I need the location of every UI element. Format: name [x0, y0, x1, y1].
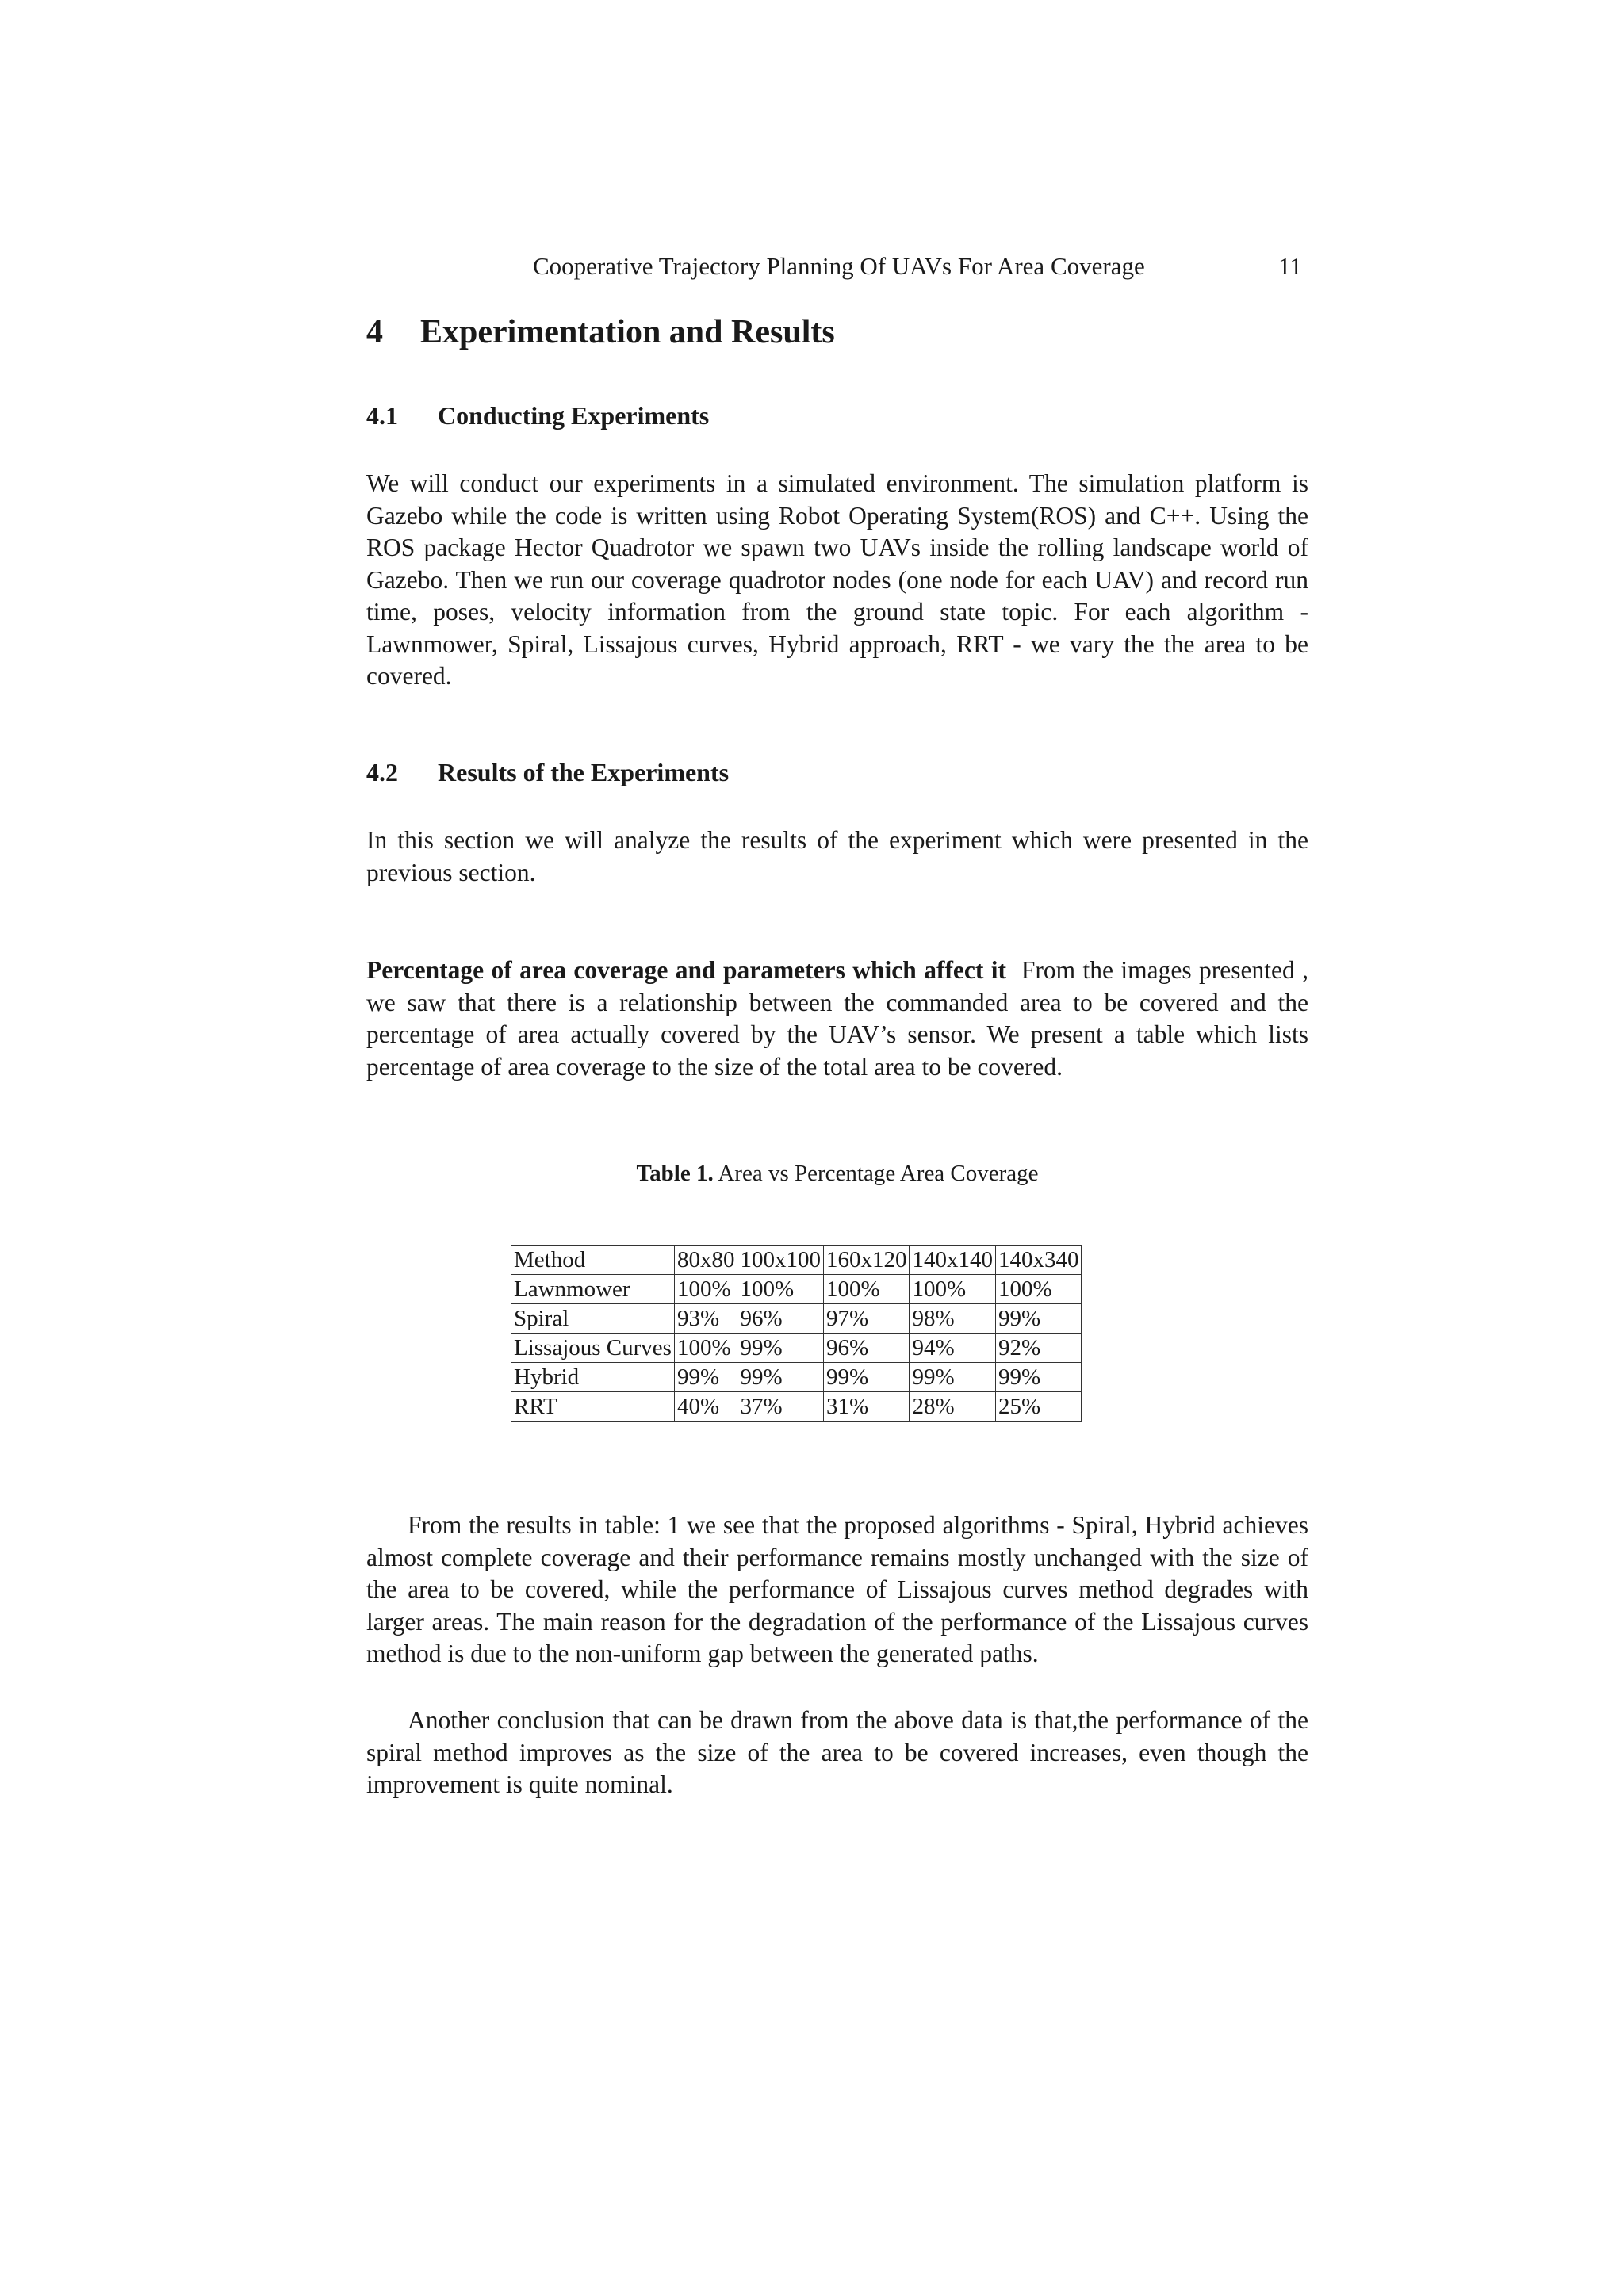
- subsection-number: 4.2: [366, 758, 398, 786]
- paragraph-conducting-experiments: We will conduct our experiments in a simulated environment. The simulation platform is Gazebo while the code is written using Robot Operating System(ROS) and C++. Using the ROS package Hector Quadrotor we spawn two UAVs inside the rolling landscape world of Gazebo. Then we run our coverage quadrotor nodes (one node for each UAV) and record run time, poses, velocity information from the ground state topic. For each algorithm - Lawnmower, Spiral, Lissajous curves, Hybrid approach, RRT - we vary the the area to be covered.: [366, 469, 1308, 690]
- table-cell: 97%: [823, 1304, 910, 1334]
- table-cell: RRT: [511, 1392, 675, 1422]
- coverage-table: [511, 1215, 1082, 1422]
- subsection-number: 4.1: [366, 401, 398, 430]
- table-cell: 100%: [823, 1275, 910, 1304]
- table-caption-text: Area vs Percentage Area Coverage: [718, 1161, 1039, 1186]
- table-spacer-cell: [995, 1215, 1082, 1246]
- table-cell: 99%: [995, 1304, 1082, 1334]
- running-header: [366, 251, 1308, 282]
- table-cell: 100%: [674, 1334, 737, 1363]
- table-spacer-cell: [511, 1215, 675, 1246]
- table-cell: 99%: [737, 1363, 824, 1392]
- paragraph-coverage: [366, 955, 1308, 1083]
- table-cell: 99%: [823, 1363, 910, 1392]
- table-spacer-cell: [674, 1215, 737, 1246]
- subsection-heading-4-2: [366, 755, 729, 790]
- table-row: [511, 1304, 1082, 1334]
- table-cell: 25%: [995, 1392, 1082, 1422]
- table-cell: 99%: [995, 1363, 1082, 1392]
- table-spacer-row: [511, 1215, 1082, 1246]
- table-spacer-cell: [910, 1215, 996, 1246]
- table-cell: Spiral: [511, 1304, 675, 1334]
- table-cell: 100%: [910, 1275, 996, 1304]
- table-row: [511, 1363, 1082, 1392]
- table-header-cell: 100x100: [737, 1246, 824, 1275]
- table-header-cell: 160x120: [823, 1246, 910, 1275]
- table-header-cell: 140x140: [910, 1246, 996, 1275]
- subsection-title: Results of the Experiments: [438, 758, 730, 786]
- table-cell: 100%: [674, 1275, 737, 1304]
- table-header-cell: Method: [511, 1246, 675, 1275]
- table-cell: Lissajous Curves: [511, 1334, 675, 1363]
- table-cell: Hybrid: [511, 1363, 675, 1392]
- table-cell: 94%: [910, 1334, 996, 1363]
- section-heading: [366, 311, 835, 354]
- table-cell: 99%: [674, 1363, 737, 1392]
- paragraph-discussion-2: Another conclusion that can be drawn from the above data is that,the performance of the spiral method improves as the size of the area to be covered increases, even though the improvement is quite nominal.: [366, 1706, 1308, 1798]
- table-header-row: [511, 1246, 1082, 1275]
- table-caption: [366, 1158, 1308, 1189]
- subsection-title: Conducting Experiments: [438, 401, 710, 430]
- table-cell: 37%: [737, 1392, 824, 1422]
- run-in-heading: Percentage of area coverage and parameters which affect it: [366, 956, 1007, 984]
- table-cell: Lawnmower: [511, 1275, 675, 1304]
- section-number: 4: [366, 314, 383, 350]
- running-title: Cooperative Trajectory Planning Of UAVs For Area Coverage: [533, 252, 1145, 280]
- coverage-text: From the images presented , we saw that there is a relationship between the commanded area to be covered and the percentage of area actually covered by the UAV’s sensor. We present a table which lists percentage of area coverage to the size of the total area to be covered.: [366, 956, 1308, 1081]
- table-cell: 100%: [995, 1275, 1082, 1304]
- table-caption-label: Table 1.: [636, 1161, 714, 1186]
- subsection-heading-4-1: [366, 398, 709, 433]
- page-number: 11: [1278, 252, 1302, 280]
- table-cell: 92%: [995, 1334, 1082, 1363]
- table-cell: 98%: [910, 1304, 996, 1334]
- table-cell: 93%: [674, 1304, 737, 1334]
- table-header-cell: 140x340: [995, 1246, 1082, 1275]
- table-cell: 96%: [823, 1334, 910, 1363]
- table-cell: 96%: [737, 1304, 824, 1334]
- table-cell: 40%: [674, 1392, 737, 1422]
- table-cell: 99%: [737, 1334, 824, 1363]
- paragraph-discussion-1: From the results in table: 1 we see that the proposed algorithms - Spiral, Hybrid achieves almost complete coverage and their performance remains mostly unchanged with the size of the area to be covered, while the performance of Lissajous curves method degrades with larger areas. The main reason for the degradation of the performance of the Lissajous curves method is due to the non-uniform gap between the generated paths.: [366, 1511, 1308, 1667]
- table-header-cell: 80x80: [674, 1246, 737, 1275]
- table-row: [511, 1334, 1082, 1363]
- table-spacer-cell: [823, 1215, 910, 1246]
- table-cell: 31%: [823, 1392, 910, 1422]
- table-row: [511, 1392, 1082, 1422]
- table-cell: 100%: [737, 1275, 824, 1304]
- paragraph-results-intro: In this section we will analyze the results of the experiment which were presented in the previous section.: [366, 826, 1308, 886]
- table-row: [511, 1275, 1082, 1304]
- table-spacer-cell: [737, 1215, 824, 1246]
- section-title: Experimentation and Results: [420, 314, 835, 350]
- table-cell: 99%: [910, 1363, 996, 1392]
- table-cell: 28%: [910, 1392, 996, 1422]
